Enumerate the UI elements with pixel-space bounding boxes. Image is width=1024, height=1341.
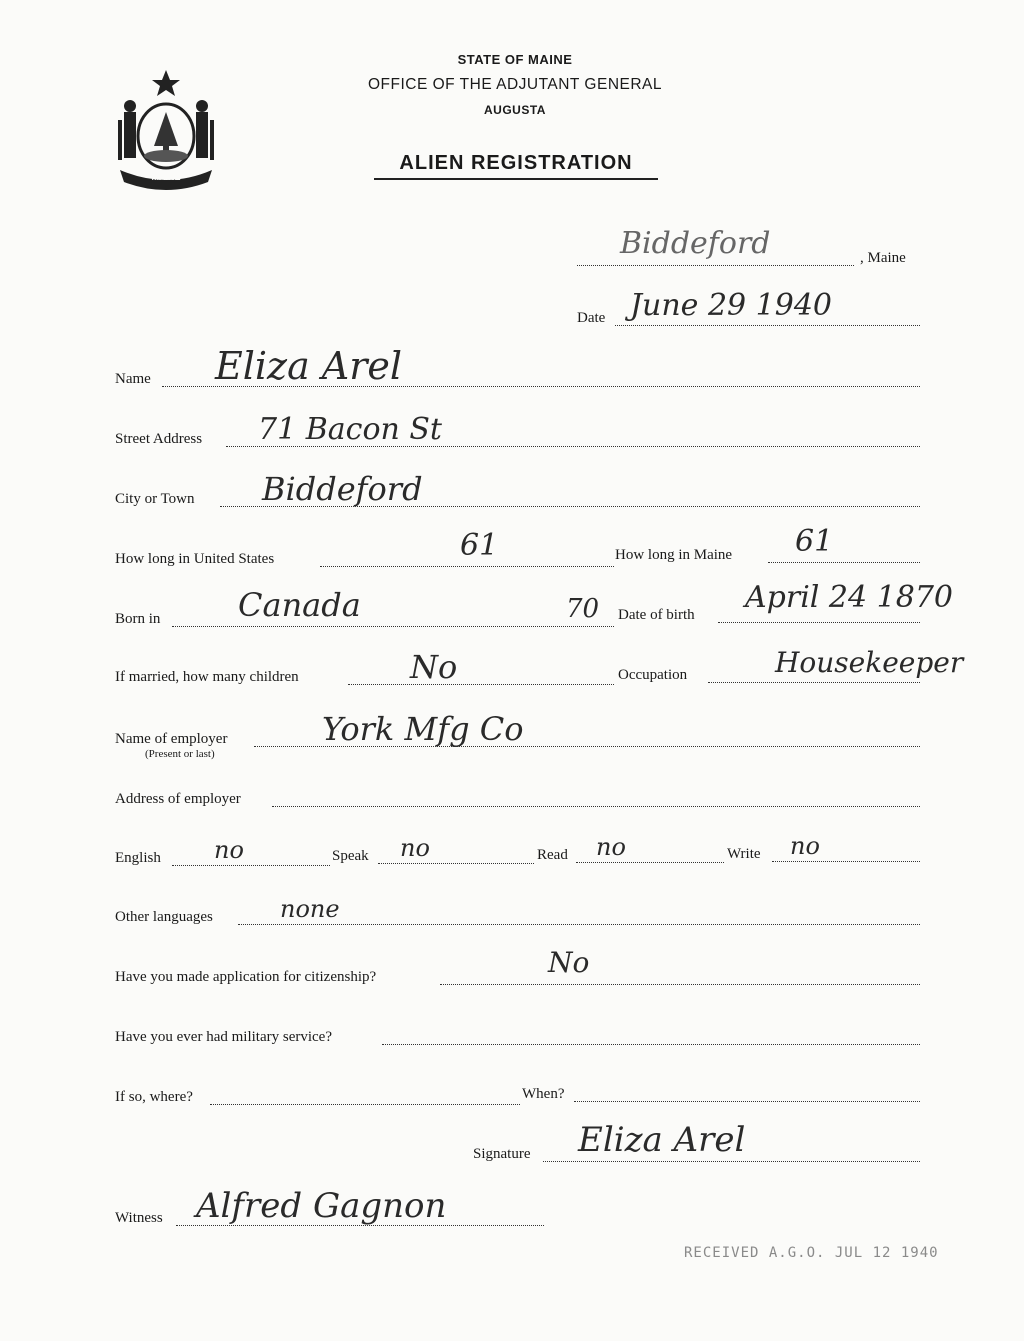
street-address-value: 71 Bacon St: [258, 412, 442, 447]
date-of-birth-label: Date of birth: [618, 607, 695, 623]
age-value: 70: [566, 594, 600, 624]
date-label: Date: [577, 310, 606, 326]
date-value: June 29 1940: [630, 288, 833, 323]
employer-value: York Mfg Co: [322, 710, 524, 748]
signature-label: Signature: [473, 1146, 531, 1162]
header-city: AUGUSTA: [484, 103, 546, 117]
write-line: [772, 860, 920, 862]
where-label: If so, where?: [115, 1089, 193, 1105]
name-value: Eliza Arel: [215, 344, 403, 388]
other-languages-line: [238, 923, 920, 925]
how-long-us-value: 61: [460, 528, 499, 563]
where-line: [210, 1103, 520, 1105]
town-line: [577, 264, 854, 266]
date-of-birth-line: [718, 621, 920, 623]
how-long-us-label: How long in United States: [115, 551, 275, 567]
speak-line: [378, 862, 534, 864]
citizenship-label: Have you made application for citizenship?: [115, 969, 377, 985]
english-value: no: [214, 836, 244, 864]
date-line: [615, 324, 920, 326]
title-underline: [374, 178, 658, 180]
street-address-label: Street Address: [115, 431, 203, 447]
speak-value: no: [400, 834, 430, 862]
occupation-label: Occupation: [618, 667, 688, 683]
city-value: Biddeford: [262, 470, 423, 508]
town-value: Biddeford: [620, 226, 771, 261]
employer-address-line: [272, 805, 920, 807]
children-value: No: [410, 648, 458, 686]
children-label: If married, how many children: [115, 669, 299, 685]
military-line: [382, 1043, 920, 1045]
date-of-birth-value: April 24 1870: [745, 580, 953, 615]
signature-value: Eliza Arel: [578, 1120, 746, 1160]
header-state: STATE OF MAINE: [457, 52, 573, 67]
write-value: no: [790, 832, 820, 860]
employer-label: Name of employer: [115, 731, 228, 747]
when-label: When?: [522, 1086, 565, 1102]
other-languages-label: Other languages: [115, 909, 213, 925]
maine-label: , Maine: [860, 250, 906, 266]
citizenship-value: No: [548, 946, 590, 979]
military-label: Have you ever had military service?: [115, 1029, 332, 1045]
read-label: Read: [537, 847, 568, 863]
city-label: City or Town: [115, 491, 195, 507]
occupation-value: Housekeeper: [775, 646, 964, 679]
how-long-maine-label: How long in Maine: [615, 547, 733, 563]
speak-label: Speak: [332, 848, 369, 864]
read-value: no: [596, 833, 626, 861]
born-in-value: Canada: [238, 586, 361, 624]
header-office: OFFICE OF THE ADJUTANT GENERAL: [367, 76, 663, 93]
employer-address-label: Address of employer: [115, 791, 241, 807]
children-line: [348, 683, 614, 685]
write-label: Write: [727, 846, 761, 862]
seal-ribbon-text: MAINE: [151, 172, 181, 182]
witness-value: Alfred Gagnon: [196, 1186, 447, 1226]
how-long-maine-value: 61: [795, 524, 834, 559]
read-line: [576, 861, 724, 863]
born-in-label: Born in: [115, 611, 161, 627]
born-in-line: [172, 625, 614, 627]
witness-label: Witness: [115, 1210, 163, 1226]
when-line: [574, 1100, 920, 1102]
english-label: English: [115, 850, 161, 866]
how-long-maine-line: [768, 561, 920, 563]
employer-sublabel: (Present or last): [145, 748, 215, 760]
other-languages-value: none: [280, 895, 340, 923]
state-seal-icon: [110, 66, 222, 194]
how-long-us-line: [320, 565, 614, 567]
citizenship-line: [440, 983, 920, 985]
page-title: ALIEN REGISTRATION: [399, 152, 633, 174]
signature-line: [543, 1160, 920, 1162]
english-line: [172, 864, 330, 866]
name-label: Name: [115, 371, 151, 387]
received-stamp: RECEIVED A.G.O. JUL 12 1940: [684, 1245, 939, 1261]
occupation-line: [708, 681, 920, 683]
